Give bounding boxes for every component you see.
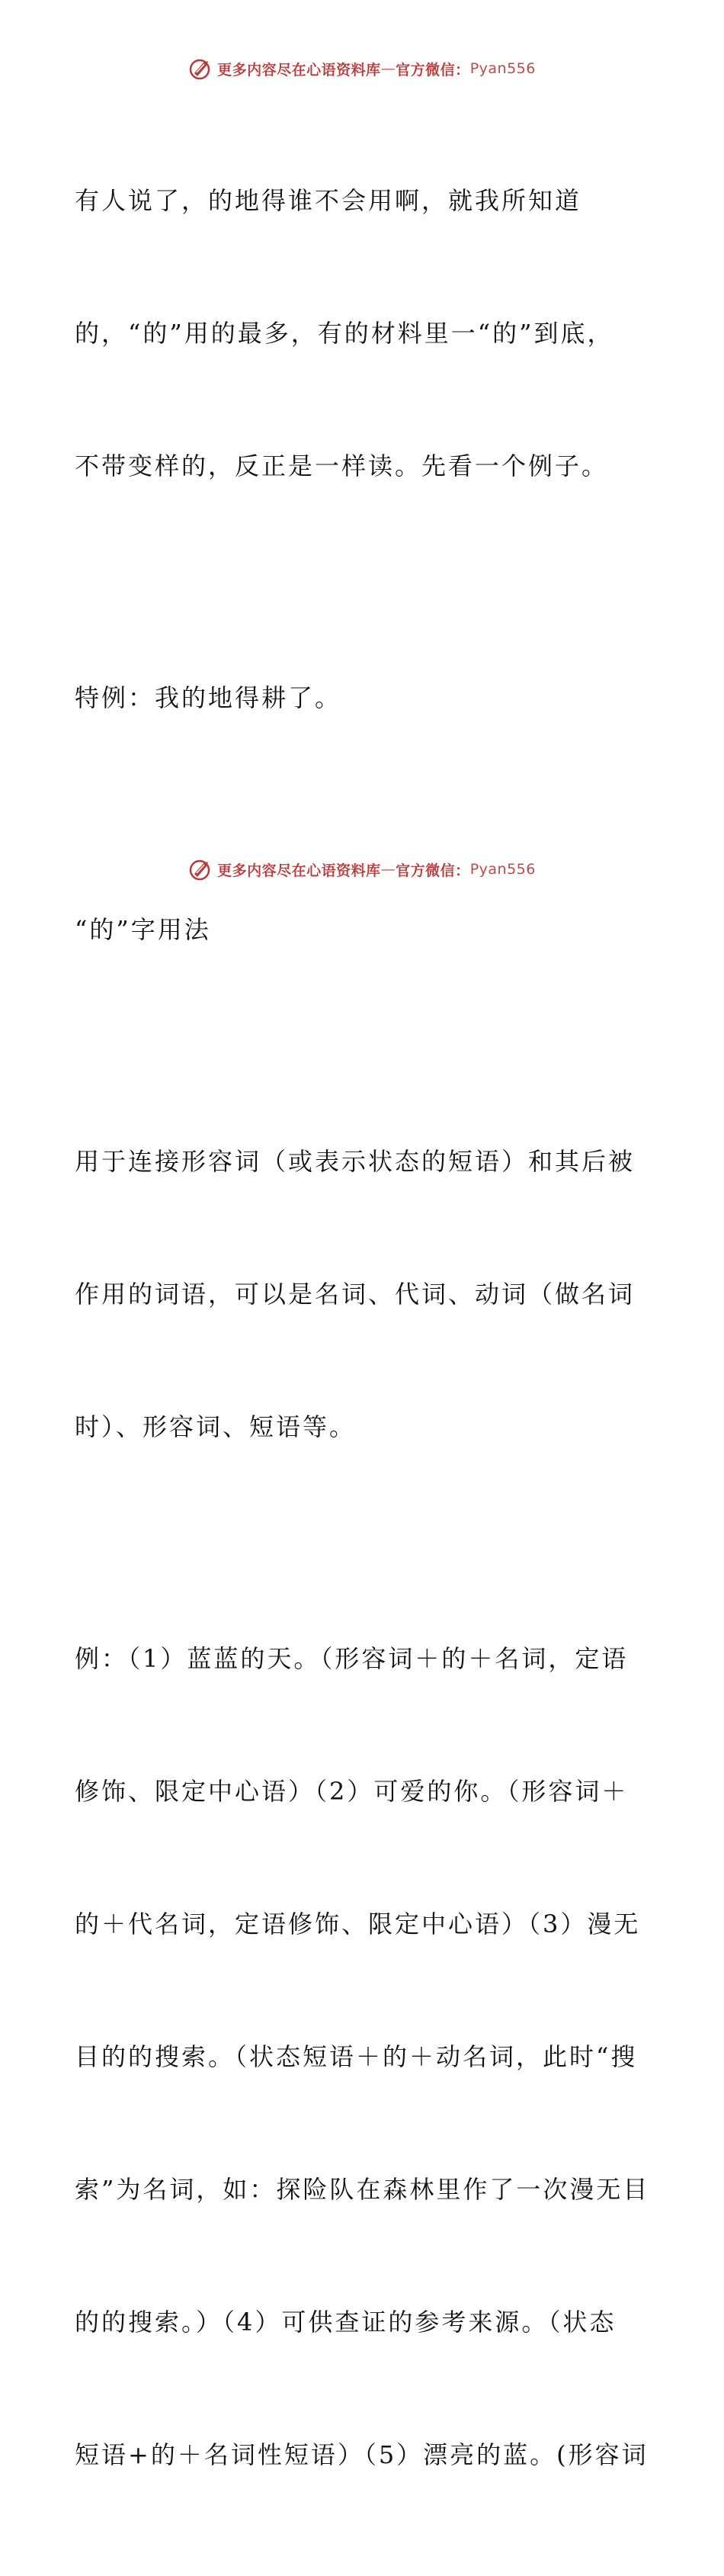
text-line: 有人说了，的地得谁不会用啊，就我所知道 bbox=[75, 186, 582, 215]
text-line: 的＋代名词，定语修饰、限定中心语）（3）漫无 bbox=[75, 1910, 641, 1938]
text-line: 修饰、限定中心语）（2）可爱的你。（形容词＋ bbox=[75, 1777, 629, 1806]
banner-brand-text: 更多内容尽在心语资料库 bbox=[217, 862, 381, 879]
pen-nib-logo-icon bbox=[188, 56, 213, 81]
text-line: 特例：我的地得耕了。 bbox=[75, 683, 342, 712]
footer-banner bbox=[0, 854, 724, 885]
text-line: 的，“的”用的最多，有的材料里一“的”到底， bbox=[75, 319, 614, 348]
banner-official-label: 官方微信： bbox=[396, 61, 470, 79]
text-line: 索”为名词，如：探险队在森林里作了一次漫无目 bbox=[75, 2175, 650, 2204]
text-line: 短语+的＋名词性短语）（5）漂亮的蓝。(形容词 bbox=[75, 2440, 649, 2469]
paragraph-usage bbox=[75, 1051, 654, 1537]
banner-dash: — bbox=[380, 60, 396, 77]
section-heading: “的”字用法 bbox=[75, 915, 211, 944]
text-line: 用于连接形容词（或表示状态的短语）和其后被 bbox=[75, 1147, 636, 1176]
paragraph-special-example bbox=[75, 587, 654, 808]
paragraph-examples bbox=[75, 1548, 654, 2565]
text-line: 不带变样的，反正是一样读。先看一个例子。 bbox=[75, 451, 609, 480]
text-line: 时）、形容词、短语等。 bbox=[75, 1412, 357, 1441]
document-body bbox=[75, 90, 654, 2576]
paragraph-heading bbox=[75, 819, 654, 1040]
banner-brand-text: 更多内容尽在心语资料库 bbox=[217, 61, 381, 79]
banner-wechat-id: Pyan556 bbox=[469, 60, 536, 77]
text-line: 目的的搜索。（状态短语＋的＋动名词，此时“搜 bbox=[75, 2042, 638, 2071]
banner-official-label: 官方微信： bbox=[396, 862, 470, 879]
banner-dash: — bbox=[380, 861, 396, 878]
pen-nib-logo-icon bbox=[188, 857, 213, 882]
text-line: 的的搜索。）（4）可供查证的参考来源。（状态 bbox=[75, 2308, 617, 2337]
text-line: 例：（1）蓝蓝的天。（形容词＋的＋名词，定语 bbox=[75, 1644, 629, 1673]
text-line: 作用的词语，可以是名词、代词、动词（做名词 bbox=[75, 1280, 636, 1309]
header-banner bbox=[0, 53, 724, 84]
banner-wechat-id: Pyan556 bbox=[469, 861, 536, 878]
paragraph-intro bbox=[75, 90, 654, 577]
